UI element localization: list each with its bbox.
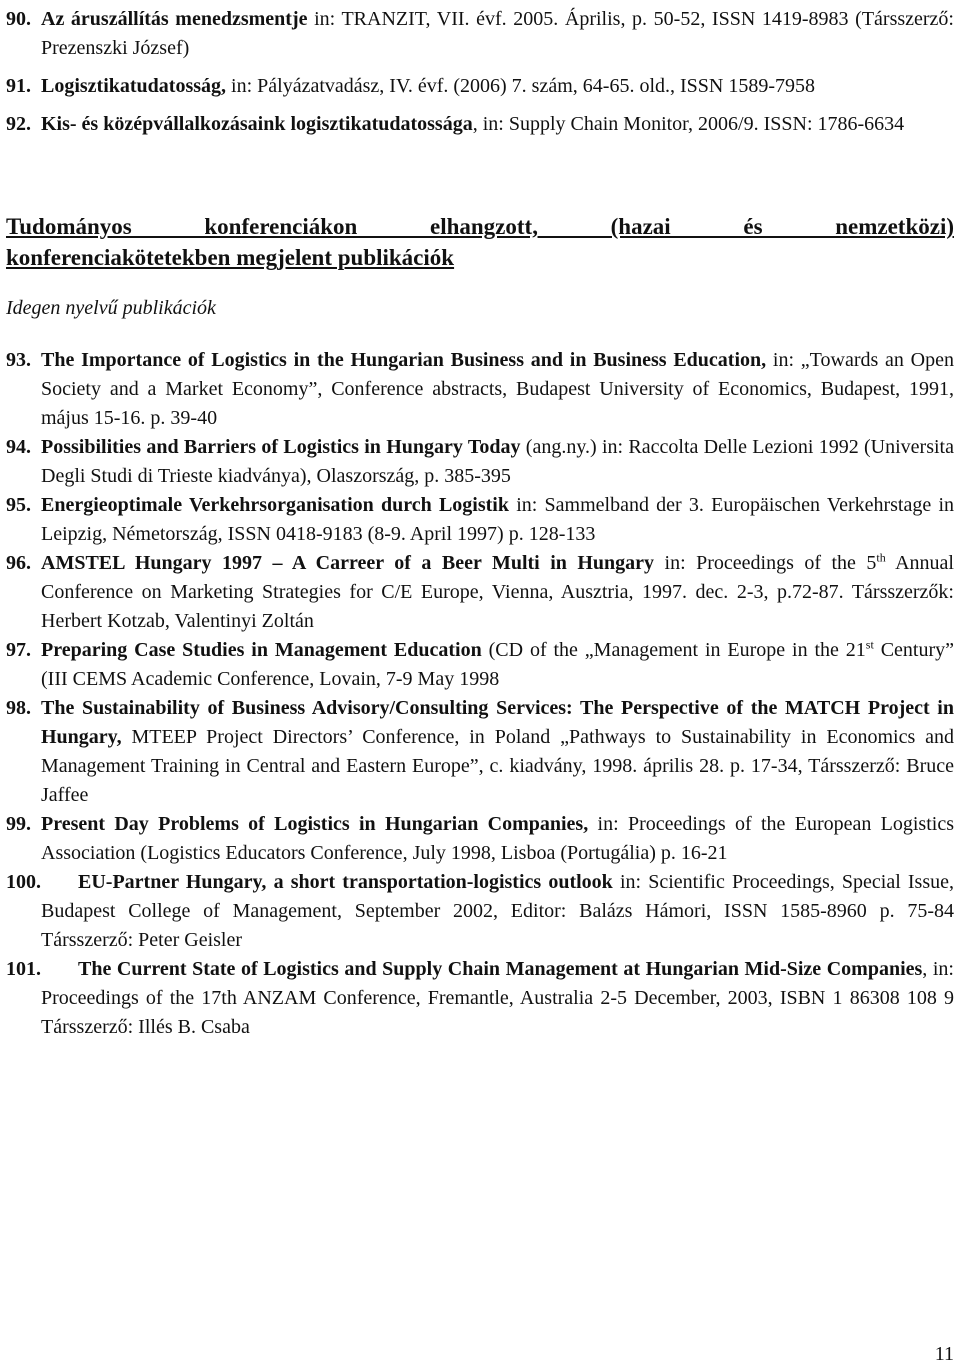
entry-details: in: TRANZIT, VII. évf. 2005. Április, p. 50-52, ISSN 1419-8983 (Társszerző: Prezenszki József) <box>41 8 954 59</box>
publication-entry-98 <box>6 694 954 810</box>
entry-number: 101. <box>6 958 41 980</box>
entry-number: 91. <box>6 75 31 97</box>
entry-details-cont: Century” (III CEMS Academic Conference, Lovain, 7-9 May 1998 <box>41 639 955 690</box>
ordinal-suffix: th <box>876 550 886 565</box>
entry-details: , in: Proceedings of the 17th ANZAM Conference, Fremantle, Australia 2-5 December, 2003, ISBN 1 86308 108 9 Társszerző: Illés B. Csaba <box>41 958 954 1038</box>
section-heading <box>6 211 954 273</box>
section-heading-line1: Tudományos konferenciákon elhangzott, (hazai és nemzetközi) <box>6 214 954 239</box>
publication-entry-97 <box>6 636 954 694</box>
entry-details: (ang.ny.) in: Raccolta Delle Lezioni 1992 (Universita Degli Studi di Trieste kiadványa), Olaszország, p. 385-395 <box>41 436 954 487</box>
publication-entry-101 <box>6 955 954 1042</box>
entry-number: 97. <box>6 639 31 661</box>
entry-title: Preparing Case Studies in Management Education <box>41 639 482 661</box>
entry-title: EU-Partner Hungary, a short transportation-logistics outlook <box>78 871 613 893</box>
entry-number: 99. <box>6 813 31 835</box>
entry-title: AMSTEL Hungary 1997 – A Carreer of a Beer Multi in Hungary <box>41 552 655 574</box>
publication-entry-99 <box>6 810 954 868</box>
entry-title: Az áruszállítás menedzsmentje <box>41 8 308 30</box>
entry-number: 100. <box>6 871 41 893</box>
publication-entry-93 <box>6 346 954 433</box>
entry-number: 93. <box>6 349 31 371</box>
entry-details: in: „Towards an Open Society and a Market Economy”, Conference abstracts, Budapest University of Economics, Budapest, 1991, május 15-16. p. 39-40 <box>41 349 954 429</box>
publication-entry-100 <box>6 868 954 955</box>
entry-details: in: Scientific Proceedings, Special Issue, Budapest College of Management, September 2002, Editor: Balázs Hámori, ISSN 1585-8960 p. 75-84 Társszerző: Peter Geisler <box>41 871 954 951</box>
publication-entry-96 <box>6 549 954 636</box>
entry-title: Possibilities and Barriers of Logistics in Hungary Today <box>41 436 521 458</box>
subheading: Idegen nyelvű publikációk <box>6 297 216 319</box>
entry-details: , in: Supply Chain Monitor, 2006/9. ISSN: 1786-6634 <box>472 113 905 135</box>
entry-details: in: Proceedings of the European Logistics Association (Logistics Educators Conference, July 1998, Lisboa (Portugália) p. 16-21 <box>41 813 954 864</box>
entry-number: 92. <box>6 113 31 135</box>
document-page <box>6 5 954 1042</box>
entry-number: 98. <box>6 697 31 719</box>
entry-details: in: Pályázatvadász, IV. évf. (2006) 7. szám, 64-65. old., ISSN 1589-7958 <box>226 75 816 97</box>
entry-title: Kis- és középvállalkozásaink logisztikatudatossága <box>41 113 473 135</box>
entry-details-cont: Annual Conference on Marketing Strategies for C/E Europe, Vienna, Ausztria, 1997. dec. 2-3, p.72-87. Társszerzők: Herbert Kotzab, Valentinyi Zoltán <box>41 552 954 632</box>
publication-entry-94 <box>6 433 954 491</box>
entry-title: Energieoptimale Verkehrsorganisation durch Logistik <box>41 494 509 516</box>
entry-number: 90. <box>6 8 31 30</box>
publication-entry-95 <box>6 491 954 549</box>
entry-number: 96. <box>6 552 31 574</box>
publication-entry-92 <box>6 110 954 139</box>
entry-title: The Sustainability of Business Advisory/Consulting Services: The Perspective of the MATCH Project in Hungary, <box>41 697 954 748</box>
entry-details: MTEEP Project Directors’ Conference, in Poland „Pathways to Sustainability in Economics and Management Training in Central and Eastern Europe”, c. kiadvány, 1998. április 28. p. 17-34, Társszerző: Bruce Jaffee <box>41 726 954 806</box>
entry-details: in: Proceedings of the 5 <box>654 552 877 574</box>
entry-title: The Importance of Logistics in the Hungarian Business and in Business Education, <box>41 349 767 371</box>
entry-number: 94. <box>6 436 31 458</box>
entry-number: 95. <box>6 494 31 516</box>
entry-details: in: Sammelband der 3. Europäischen Verkehrstage in Leipzig, Németország, ISSN 0418-9183 (8-9. April 1997) p. 128-133 <box>41 494 955 545</box>
page-number: 11 <box>934 1343 954 1365</box>
entry-title: Present Day Problems of Logistics in Hungarian Companies, <box>41 813 589 835</box>
publication-entry-91 <box>6 72 954 101</box>
publication-entry-90 <box>6 5 954 63</box>
entry-details: (CD of the „Management in Europe in the 21 <box>481 639 866 661</box>
section-heading-line2: konferenciakötetekben megjelent publikációk <box>6 245 455 270</box>
entry-title: Logisztikatudatosság, <box>41 75 227 97</box>
ordinal-suffix: st <box>865 637 874 652</box>
entry-title: The Current State of Logistics and Supply Chain Management at Hungarian Mid-Size Companies <box>78 958 923 980</box>
